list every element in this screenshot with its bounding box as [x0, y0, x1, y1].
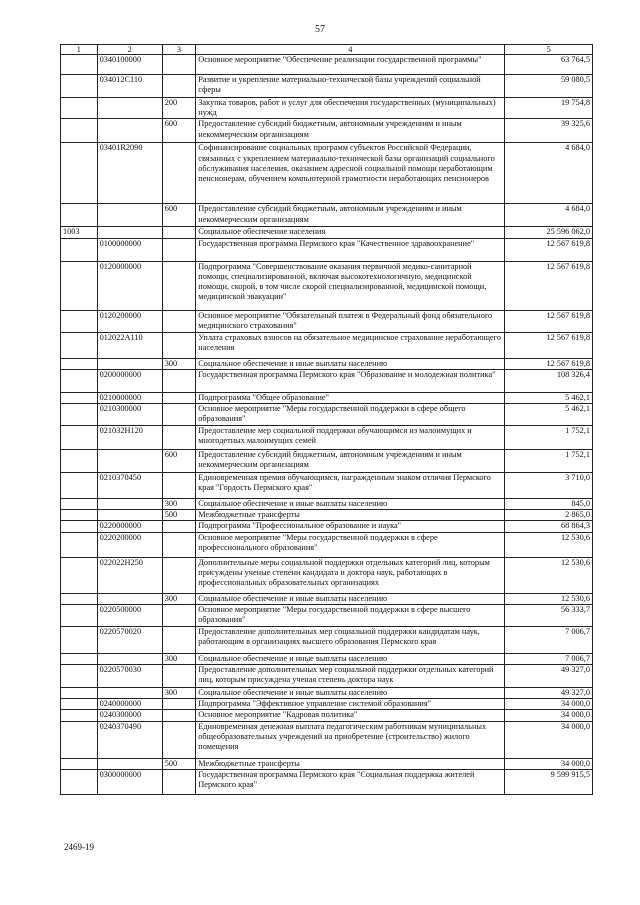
target-article-cell: 0220570030 [97, 665, 162, 688]
table-row [61, 769, 593, 794]
description-cell: Основное мероприятие "Меры государственной поддержки в сфере высшего образования" [196, 604, 505, 626]
expense-type-cell: 300 [162, 499, 196, 510]
amount-cell: 63 764,5 [505, 55, 593, 75]
description-cell: Основное мероприятие "Кадровая политика" [196, 710, 505, 721]
section-code-cell [61, 510, 98, 521]
description-cell: Предоставление субсидий бюджетным, автономным учреждениям и иным некоммерческим организациям [196, 204, 505, 227]
table-row [61, 119, 593, 143]
table-row [61, 626, 593, 653]
table-row [61, 369, 593, 392]
expense-type-cell [162, 521, 196, 532]
amount-cell: 2 865,0 [505, 510, 593, 521]
expense-type-cell [162, 532, 196, 557]
table-row [61, 710, 593, 721]
amount-cell: 34 000,0 [505, 699, 593, 710]
expense-type-cell [162, 143, 196, 204]
table-row [61, 310, 593, 332]
table-row [61, 473, 593, 499]
section-code-cell [61, 119, 98, 143]
description-cell: Социальное обеспечение и иные выплаты населению [196, 358, 505, 369]
section-code-cell [61, 238, 98, 261]
target-article-cell: 0300000000 [97, 769, 162, 794]
amount-cell: 49 327,0 [505, 688, 593, 699]
amount-cell: 49 327,0 [505, 665, 593, 688]
table-row [61, 450, 593, 473]
section-code-cell [61, 204, 98, 227]
description-cell: Подпрограмма "Профессиональное образование и наука" [196, 521, 505, 532]
target-article-cell: 021032Н120 [97, 426, 162, 450]
table-row [61, 721, 593, 758]
section-code-cell [61, 769, 98, 794]
target-article-cell: 0220200000 [97, 532, 162, 557]
expense-type-cell [162, 721, 196, 758]
amount-cell: 9 599 915,5 [505, 769, 593, 794]
table-row [61, 227, 593, 238]
expense-type-cell: 300 [162, 653, 196, 664]
description-cell: Основное мероприятие "Обеспечение реализации государственной программы" [196, 55, 505, 75]
table-row [61, 699, 593, 710]
expense-type-cell: 300 [162, 358, 196, 369]
table-row [61, 358, 593, 369]
expense-type-cell [162, 699, 196, 710]
expense-type-cell: 600 [162, 450, 196, 473]
expense-type-cell [162, 710, 196, 721]
description-cell: Социальное обеспечение и иные выплаты населению [196, 499, 505, 510]
amount-cell: 845,0 [505, 499, 593, 510]
target-article-cell [97, 653, 162, 664]
description-cell: Основное мероприятие "Меры государственной поддержки в сфере общего образования" [196, 404, 505, 426]
description-cell: Предоставление мер социальной поддержки обучающимся из малоимущих и многодетных малоимущих семей [196, 426, 505, 450]
expense-type-cell [162, 261, 196, 310]
description-cell: Государственная программа Пермского края "Образование и молодежная политика" [196, 369, 505, 392]
target-article-cell [97, 688, 162, 699]
section-code-cell [61, 653, 98, 664]
amount-cell: 12 567 619,8 [505, 310, 593, 332]
section-code-cell [61, 721, 98, 758]
amount-cell: 12 567 619,8 [505, 261, 593, 310]
section-code-cell: 1003 [61, 227, 98, 238]
section-code-cell [61, 626, 98, 653]
amount-cell: 56 333,7 [505, 604, 593, 626]
target-article-cell: 03401R2090 [97, 143, 162, 204]
expense-type-cell: 600 [162, 119, 196, 143]
target-article-cell: 0200000000 [97, 369, 162, 392]
table-row [61, 55, 593, 75]
expense-type-cell [162, 310, 196, 332]
target-article-cell: 012022А110 [97, 332, 162, 358]
table-row [61, 758, 593, 769]
description-cell: Межбюджетные трансферты [196, 510, 505, 521]
target-article-cell: 0220000000 [97, 521, 162, 532]
page-number: 57 [315, 24, 325, 35]
target-article-cell: 0220570020 [97, 626, 162, 653]
target-article-cell: 0210370450 [97, 473, 162, 499]
description-cell: Предоставление субсидий бюджетным, автономным учреждениям и иным некоммерческим организациям [196, 450, 505, 473]
table-row [61, 604, 593, 626]
table-row [61, 238, 593, 261]
target-article-cell [97, 593, 162, 604]
target-article-cell [97, 758, 162, 769]
section-code-cell [61, 369, 98, 392]
expense-type-cell [162, 392, 196, 403]
target-article-cell [97, 204, 162, 227]
amount-cell: 39 325,6 [505, 119, 593, 143]
expense-type-cell [162, 227, 196, 238]
description-cell: Социальное обеспечение населения [196, 227, 505, 238]
target-article-cell [97, 119, 162, 143]
amount-cell: 12 567 619,8 [505, 332, 593, 358]
expense-type-cell [162, 557, 196, 593]
target-article-cell: 0120000000 [97, 261, 162, 310]
section-code-cell [61, 392, 98, 403]
table-row [61, 653, 593, 664]
target-article-cell [97, 358, 162, 369]
description-cell: Уплата страховых взносов на обязательное медицинское страхование неработающего населения [196, 332, 505, 358]
header-cell: 5 [505, 45, 593, 55]
table-row [61, 204, 593, 227]
description-cell: Закупка товаров, работ и услуг для обеспечения государственных (муниципальных) нужд [196, 98, 505, 119]
expense-type-cell [162, 426, 196, 450]
target-article-cell: 0220500000 [97, 604, 162, 626]
section-code-cell [61, 521, 98, 532]
section-code-cell [61, 604, 98, 626]
amount-cell: 12 530,6 [505, 557, 593, 593]
section-code-cell [61, 699, 98, 710]
description-cell: Предоставление дополнительных мер социальной поддержки кандидатам наук, работающим в организациях высшего образования Пермского края [196, 626, 505, 653]
target-article-cell: 022022Н250 [97, 557, 162, 593]
section-code-cell [61, 665, 98, 688]
table-row [61, 499, 593, 510]
expense-type-cell [162, 55, 196, 75]
amount-cell: 12 530,6 [505, 532, 593, 557]
target-article-cell [97, 499, 162, 510]
description-cell: Единовременная денежная выплата педагогическим работникам муниципальных общеобразовательных учреждений на приобретение (строительство) жилого помещения [196, 721, 505, 758]
expense-type-cell [162, 404, 196, 426]
amount-cell: 5 462,1 [505, 404, 593, 426]
table-row [61, 665, 593, 688]
expense-type-cell [162, 769, 196, 794]
amount-cell: 7 006,7 [505, 626, 593, 653]
expense-type-cell [162, 332, 196, 358]
target-article-cell: 0240000000 [97, 699, 162, 710]
target-article-cell: 0340100000 [97, 55, 162, 75]
expense-type-cell [162, 604, 196, 626]
description-cell: Развитие и укрепление материально-технической базы учреждений социальной сферы [196, 75, 505, 98]
description-cell: Предоставление дополнительных мер социальной поддержки отдельных категорий лиц, которым присуждена ученая степень доктора наук [196, 665, 505, 688]
amount-cell: 34 000,0 [505, 710, 593, 721]
table-row [61, 75, 593, 98]
amount-cell: 12 567 619,8 [505, 358, 593, 369]
table-row [61, 532, 593, 557]
section-code-cell [61, 499, 98, 510]
description-cell: Подпрограмма "Совершенствование оказания первичной медико-санитарной помощи, специализированной, включая высокотехнологичную, медицинской помощи, скорой, в том числе скорой специализированной, медицинской помощи, медицинской эвакуации" [196, 261, 505, 310]
expense-type-cell: 300 [162, 593, 196, 604]
table-row [61, 404, 593, 426]
section-code-cell [61, 473, 98, 499]
header-cell: 4 [196, 45, 505, 55]
section-code-cell [61, 426, 98, 450]
table-row [61, 557, 593, 593]
target-article-cell: 0240370490 [97, 721, 162, 758]
section-code-cell [61, 332, 98, 358]
description-cell: Социальное обеспечение и иные выплаты населению [196, 593, 505, 604]
table-row [61, 521, 593, 532]
expense-type-cell [162, 238, 196, 261]
amount-cell: 1 752,1 [505, 426, 593, 450]
table-row [61, 261, 593, 310]
expense-type-cell [162, 369, 196, 392]
target-article-cell: 034012С110 [97, 75, 162, 98]
table-row [61, 688, 593, 699]
description-cell: Дополнительные меры социальной поддержки отдельных категорий лиц, которым присуждены ученые степени кандидата и доктора наук, работающих в профессиональных образовательных организациях [196, 557, 505, 593]
amount-cell: 4 684,0 [505, 204, 593, 227]
description-cell: Государственная программа Пермского края "Качественное здравоохранение" [196, 238, 505, 261]
expense-type-cell: 600 [162, 204, 196, 227]
expense-type-cell [162, 626, 196, 653]
amount-cell: 34 000,0 [505, 758, 593, 769]
target-article-cell: 0100000000 [97, 238, 162, 261]
target-article-cell: 0120200000 [97, 310, 162, 332]
section-code-cell [61, 75, 98, 98]
header-cell: 3 [162, 45, 196, 55]
header-cell: 1 [61, 45, 98, 55]
amount-cell: 19 754,8 [505, 98, 593, 119]
expense-type-cell [162, 473, 196, 499]
amount-cell: 108 326,4 [505, 369, 593, 392]
table-header-row [61, 45, 593, 55]
target-article-cell [97, 510, 162, 521]
target-article-cell [97, 450, 162, 473]
amount-cell: 34 000,0 [505, 721, 593, 758]
table-row [61, 332, 593, 358]
target-article-cell: 0240300000 [97, 710, 162, 721]
expense-type-cell [162, 75, 196, 98]
section-code-cell [61, 404, 98, 426]
amount-cell: 59 080,5 [505, 75, 593, 98]
section-code-cell [61, 310, 98, 332]
section-code-cell [61, 55, 98, 75]
description-cell: Предоставление субсидий бюджетным, автономным учреждениям и иным некоммерческим организациям [196, 119, 505, 143]
target-article-cell: 0210300000 [97, 404, 162, 426]
section-code-cell [61, 710, 98, 721]
expense-type-cell: 500 [162, 758, 196, 769]
target-article-cell [97, 227, 162, 238]
description-cell: Основное мероприятие "Меры государственной поддержки в сфере профессионального образования" [196, 532, 505, 557]
amount-cell: 5 462,1 [505, 392, 593, 403]
amount-cell: 68 864,3 [505, 521, 593, 532]
expense-type-cell: 200 [162, 98, 196, 119]
table-row [61, 98, 593, 119]
expense-type-cell [162, 665, 196, 688]
target-article-cell [97, 98, 162, 119]
section-code-cell [61, 143, 98, 204]
amount-cell: 25 596 062,0 [505, 227, 593, 238]
section-code-cell [61, 758, 98, 769]
target-article-cell: 0210000000 [97, 392, 162, 403]
amount-cell: 3 710,0 [505, 473, 593, 499]
amount-cell: 1 752,1 [505, 450, 593, 473]
table-row [61, 143, 593, 204]
amount-cell: 4 684,0 [505, 143, 593, 204]
description-cell: Подпрограмма "Общее образование" [196, 392, 505, 403]
amount-cell: 7 006,7 [505, 653, 593, 664]
description-cell: Социальное обеспечение и иные выплаты населению [196, 688, 505, 699]
section-code-cell [61, 450, 98, 473]
description-cell: Единовременная премия обучающимся, награжденным знаком отличия Пермского края "Гордость Пермского края" [196, 473, 505, 499]
description-cell: Основное мероприятие "Обязательный платеж в Федеральный фонд обязательного медицинского страхования" [196, 310, 505, 332]
table-row [61, 593, 593, 604]
header-cell: 2 [97, 45, 162, 55]
document-code: 2469-19 [64, 842, 94, 852]
section-code-cell [61, 98, 98, 119]
section-code-cell [61, 688, 98, 699]
section-code-cell [61, 532, 98, 557]
amount-cell: 12 567 619,8 [505, 238, 593, 261]
amount-cell: 12 530,6 [505, 593, 593, 604]
table-row [61, 426, 593, 450]
description-cell: Государственная программа Пермского края "Социальная поддержка жителей Пермского края" [196, 769, 505, 794]
table-row [61, 510, 593, 521]
expense-type-cell: 500 [162, 510, 196, 521]
description-cell: Межбюджетные трансферты [196, 758, 505, 769]
section-code-cell [61, 557, 98, 593]
section-code-cell [61, 358, 98, 369]
description-cell: Софинансирование социальных программ субъектов Российской Федерации, связанных с укреплением материально-технической базы организаций социального обслуживания населения, оказанием адресной социальной помощи неработающим пенсионерам, обучением компьютерной грамотности неработающих пенсионеров [196, 143, 505, 204]
budget-table [60, 44, 593, 795]
section-code-cell [61, 593, 98, 604]
description-cell: Подпрограмма "Эффективное управление системой образования" [196, 699, 505, 710]
expense-type-cell: 300 [162, 688, 196, 699]
description-cell: Социальное обеспечение и иные выплаты населению [196, 653, 505, 664]
section-code-cell [61, 261, 98, 310]
table-row [61, 392, 593, 403]
